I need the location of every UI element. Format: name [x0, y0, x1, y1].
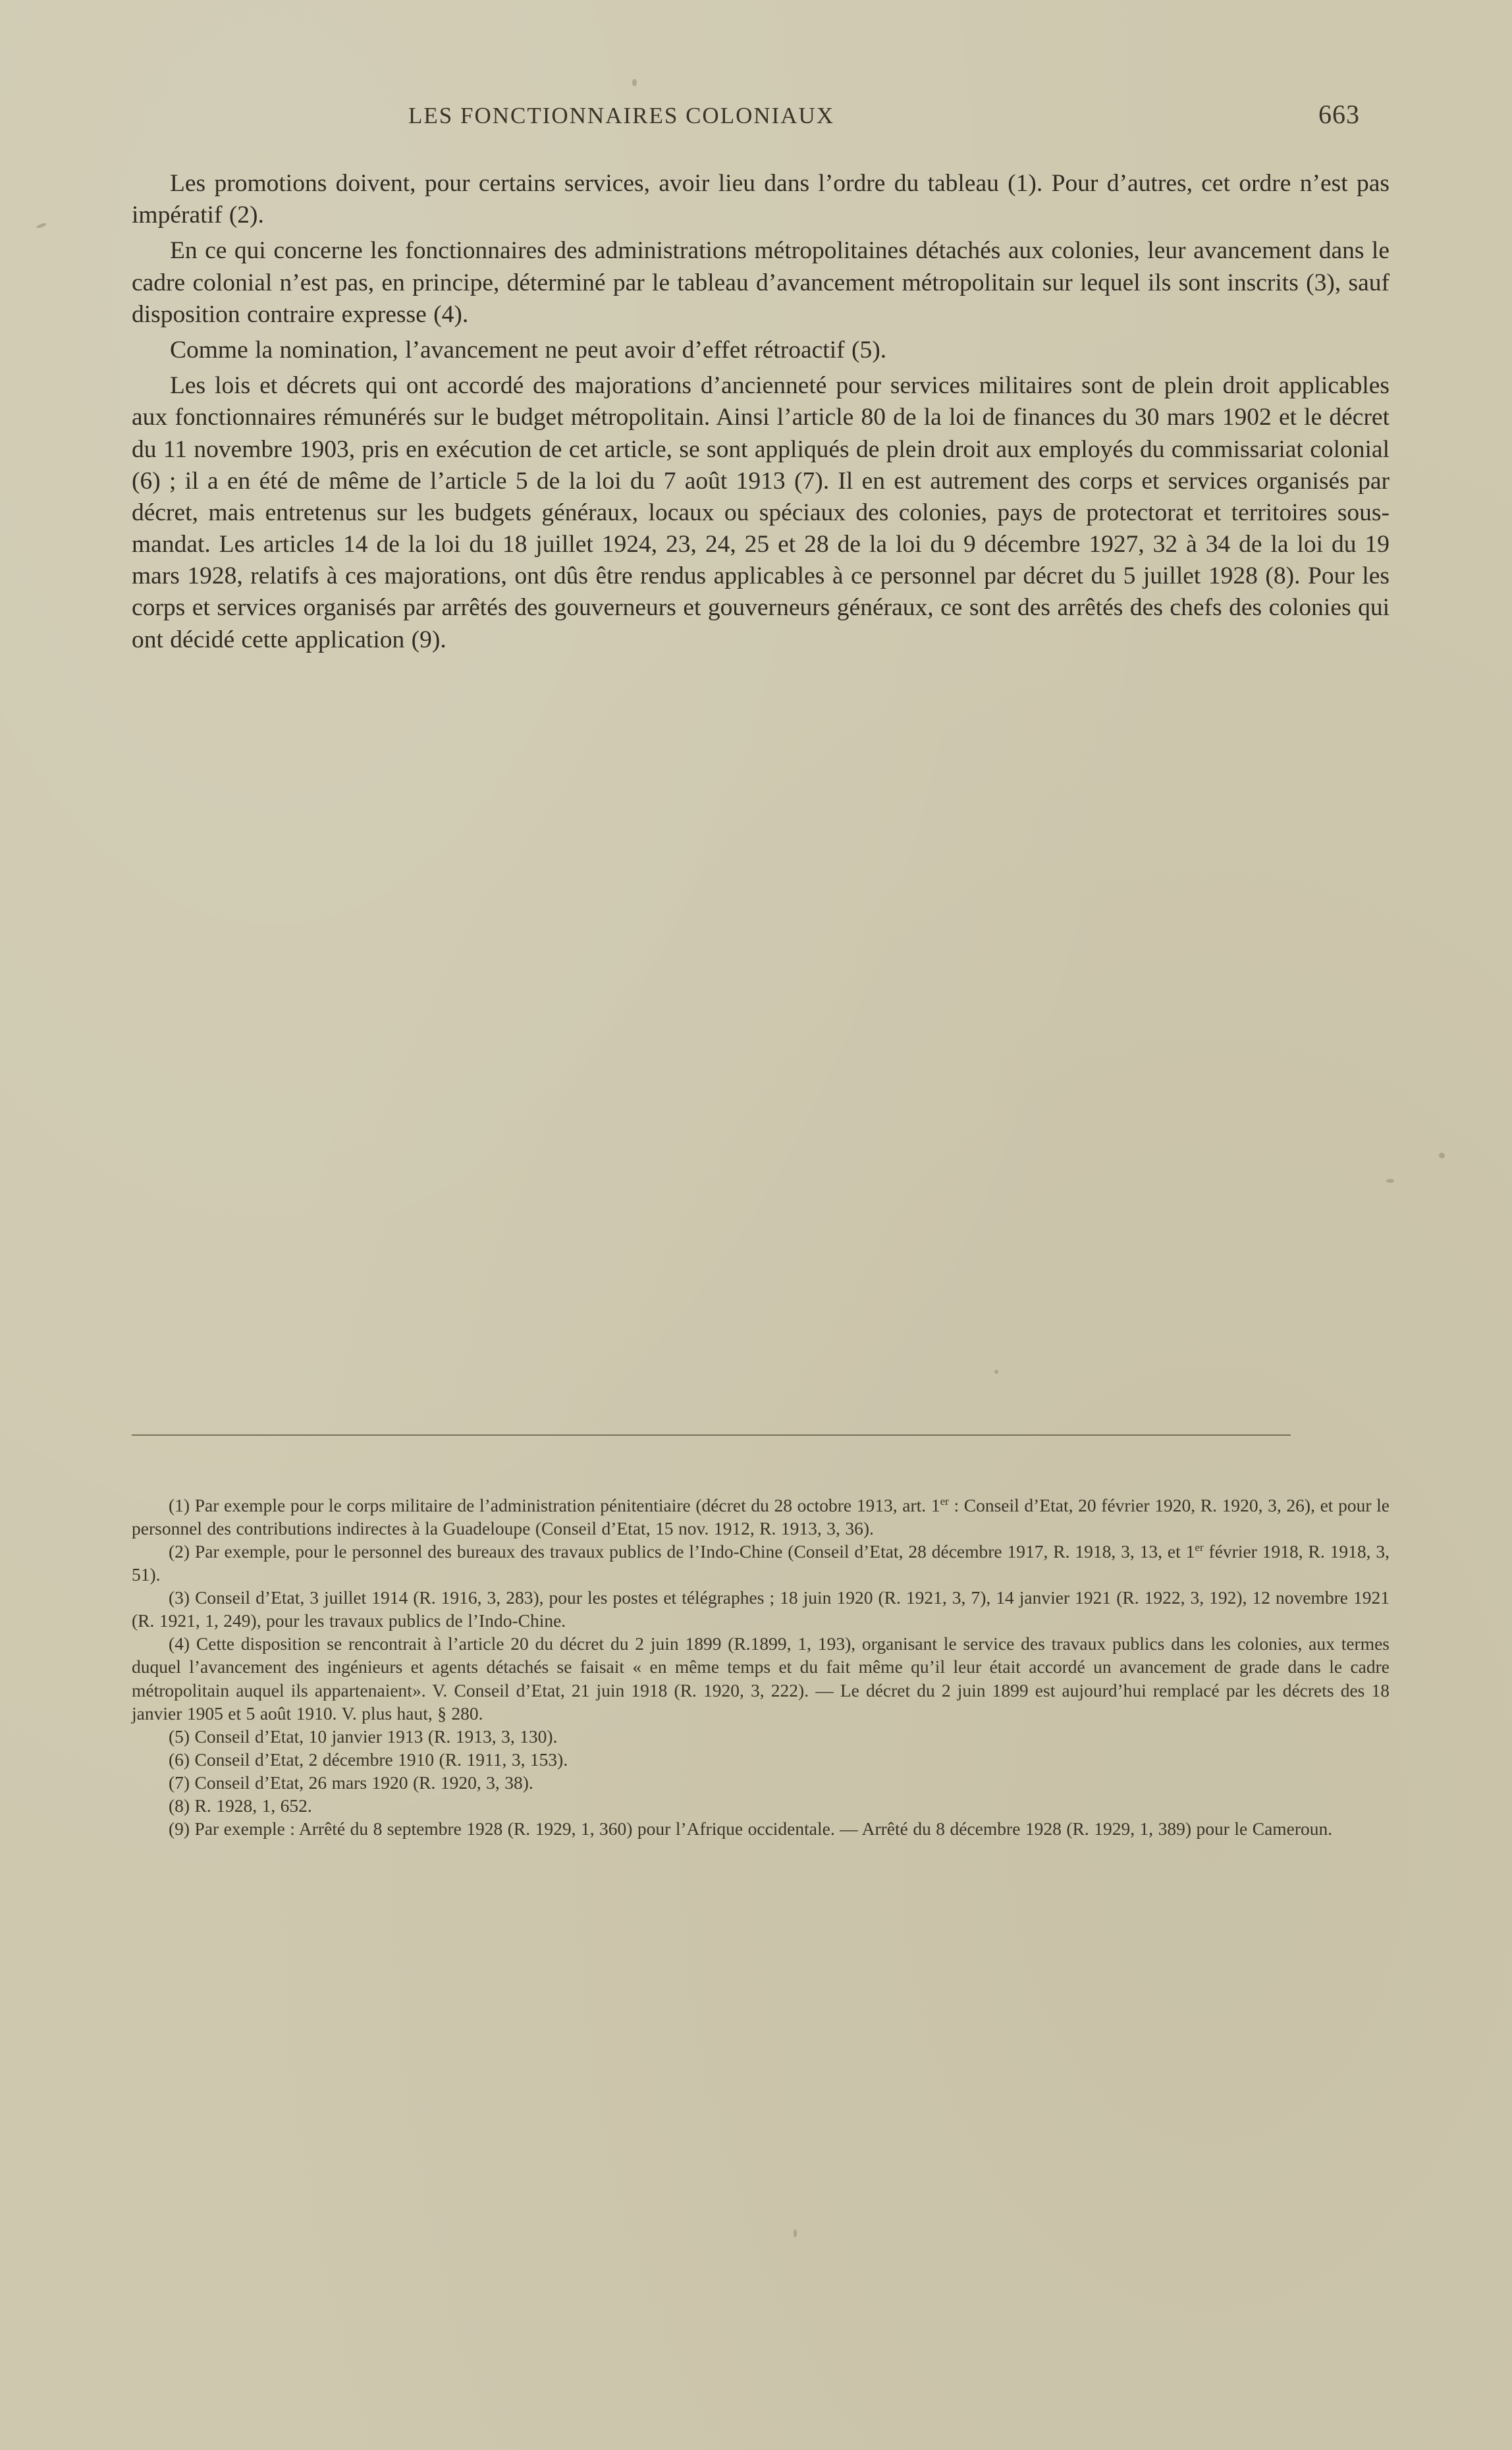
footnote: (7) Conseil d’Etat, 26 mars 1920 (R. 1920, 3, 38). — [169, 1772, 533, 1793]
main-text — [132, 168, 1390, 656]
paper-speck — [1386, 1179, 1394, 1183]
paper-speck — [36, 222, 47, 229]
paper-speck — [994, 1370, 998, 1374]
footnote: (1) Par exemple pour le corps militaire de l’administration pénitentiaire (décret du 28 octobre 1913, art. 1er : Conseil d’Etat, 20 février 1920, R. 1920, 3, 26), et pour le personnel des contributions indirectes à la Guadeloupe (Conseil d’Etat, 15 nov. 1912, R. 1913, 3, 36). — [132, 1494, 1390, 1539]
footnote: (6) Conseil d’Etat, 2 décembre 1910 (R. 1911, 3, 153). — [169, 1749, 568, 1770]
footnotes-block — [132, 1494, 1390, 1840]
footnote: (2) Par exemple, pour le personnel des bureaux des travaux publics de l’Indo-Chine (Conseil d’Etat, 28 décembre 1917, R. 1918, 3, 13, et 1er février 1918, R. 1918, 3, 51). — [132, 1540, 1390, 1585]
paragraph: Les promotions doivent, pour certains services, avoir lieu dans l’ordre du tableau (1). Pour d’autres, cet ordre n’est pas impératif (2). — [132, 170, 1390, 229]
footnote: (9) Par exemple : Arrêté du 8 septembre 1928 (R. 1929, 1, 360) pour l’Afrique occidentale. — Arrêté du 8 décembre 1928 (R. 1929, 1, 389) pour le Cameroun. — [169, 1818, 1333, 1839]
paper-speck — [794, 2229, 797, 2237]
page-content — [132, 99, 1390, 656]
paper-speck — [1439, 1153, 1445, 1158]
footnote: (3) Conseil d’Etat, 3 juillet 1914 (R. 1916, 3, 283), pour les postes et télégraphes ; 18 juin 1920 (R. 1921, 3, 7), 14 janvier 1921 (R. 1922, 3, 192), 12 novembre 1921 (R. 1921, 1, 249), pour les travaux publics de l’Indo-Chine. — [132, 1587, 1390, 1631]
footnote-separator-rule — [132, 1434, 1291, 1436]
footnote: (4) Cette disposition se rencontrait à l’article 20 du décret du 2 juin 1899 (R.1899, 1, 193), organisant le service des travaux publics dans les colonies, aux termes duquel l’avancement des ingénieurs et agents détachés se faisait « en même temps et du fait même qu’il leur était accordé un avancement de grade dans le cadre métropolitain auquel ils appartenaient». V. Conseil d’Etat, 21 juin 1918 (R. 1920, 3, 222). — Le décret du 2 juin 1899 est aujourd’hui remplacé par les décrets des 18 janvier 1905 et 5 août 1910. V. plus haut, § 280. — [132, 1633, 1390, 1724]
page-number: 663 — [1318, 99, 1360, 129]
paragraph: Les lois et décrets qui ont accordé des majorations d’ancienneté pour services militaires sont de plein droit applicables aux fonctionnaires rémunérés sur le budget métropolitain. Ainsi l’article 80 de la loi de finances du 30 mars 1902 et le décret du 11 novembre 1903, pris en exécution de cet article, se sont appliqués de plein droit aux employés du commissariat colonial (6) ; il a en été de même de l’article 5 de la loi du 7 août 1913 (7). Il en est autrement des corps et services organisés par décret, mais entretenus sur les budgets généraux, locaux ou spéciaux des colonies, pays de protectorat et territoires sous-mandat. Les articles 14 de la loi du 18 juillet 1924, 23, 24, 25 et 28 de la loi du 9 décembre 1927, 32 à 34 de la loi du 19 mars 1928, relatifs à ces majorations, ont dûs être rendus applicables à ce personnel par décret du 5 juillet 1928 (8). Pour les corps et services organisés par arrêtés des gouverneurs et gouverneurs généraux, ce sont des arrêtés des chefs des colonies qui ont décidé cette application (9). — [132, 372, 1390, 653]
footnote: (8) R. 1928, 1, 652. — [169, 1795, 312, 1816]
page-header — [132, 99, 1390, 130]
paragraph: Comme la nomination, l’avancement ne peut avoir d’effet rétroactif (5). — [170, 336, 887, 364]
running-title: LES FONCTIONNAIRES COLONIAUX — [408, 103, 835, 128]
footnote: (5) Conseil d’Etat, 10 janvier 1913 (R. 1913, 3, 130). — [169, 1726, 558, 1747]
paragraph: En ce qui concerne les fonctionnaires des administrations métropolitaines détachés aux colonies, leur avancement dans le cadre colonial n’est pas, en principe, déterminé par le tableau d’avancement métropolitain sur lequel ils sont inscrits (3), sauf disposition contraire expresse (4). — [132, 237, 1390, 328]
paper-speck — [632, 79, 637, 86]
